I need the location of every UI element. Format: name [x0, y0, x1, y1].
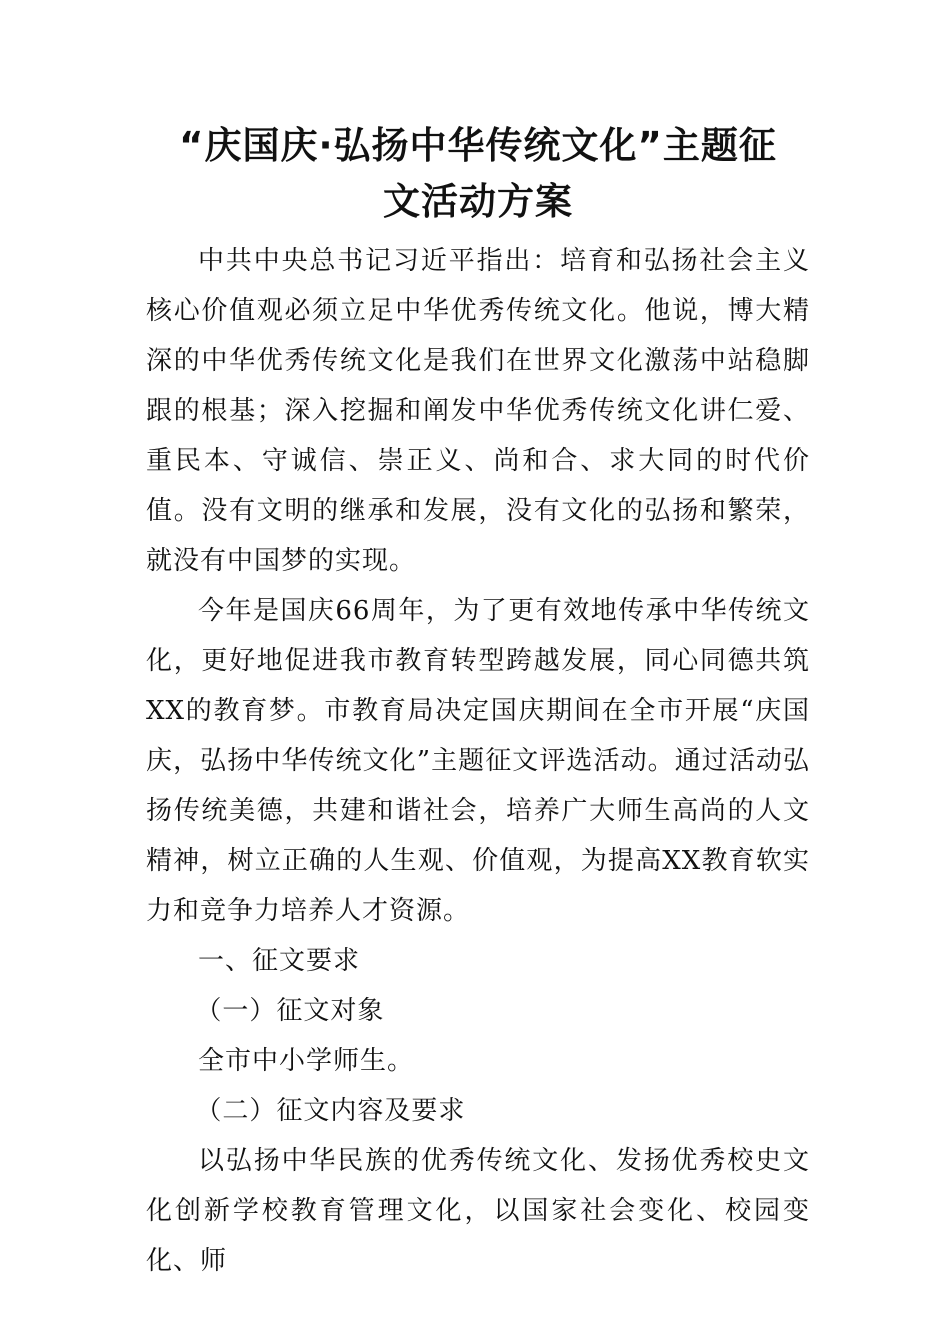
document-title	[146, 118, 810, 230]
subheading-target: （一）征文对象	[195, 996, 385, 1026]
title-line-2: 文活动方案	[383, 180, 573, 223]
paragraph-target: 全市中小学师生。	[198, 1046, 415, 1076]
title-line-1: “庆国庆·弘扬中华传统文化”主题征	[179, 124, 777, 167]
section-heading-requirements: 一、征文要求	[198, 946, 361, 976]
paragraph-intro: 中共中央总书记习近平指出：培育和弘扬社会主义核心价值观必须立足中华优秀传统文化。他说，博大精深的中华优秀传统文化是我们在世界文化激荡中站稳脚跟的根基；深入挖掘和阐发中华优秀传统文化讲仁爱、重民本、守诚信、崇正义、尚和合、求大同的时代价值。没有文明的继承和发展，没有文化的弘扬和繁荣，就没有中国梦的实现。	[146, 246, 810, 576]
paragraph-content: 以弘扬中华民族的优秀传统文化、发扬优秀校史文化创新学校教育管理文化，以国家社会变化、校园变化、师	[146, 1146, 810, 1276]
document-page	[146, 118, 810, 1286]
subheading-content: （二）征文内容及要求	[195, 1096, 466, 1126]
paragraph-purpose: 今年是国庆66周年，为了更有效地传承中华传统文化，更好地促进我市教育转型跨越发展，同心同德共筑XX的教育梦。市教育局决定国庆期间在全市开展“庆国庆，弘扬中华传统文化”主题征文评选活动。通过活动弘扬传统美德，共建和谐社会，培养广大师生高尚的人文精神，树立正确的人生观、价值观，为提高XX教育软实力和竞争力培养人才资源。	[146, 596, 810, 926]
